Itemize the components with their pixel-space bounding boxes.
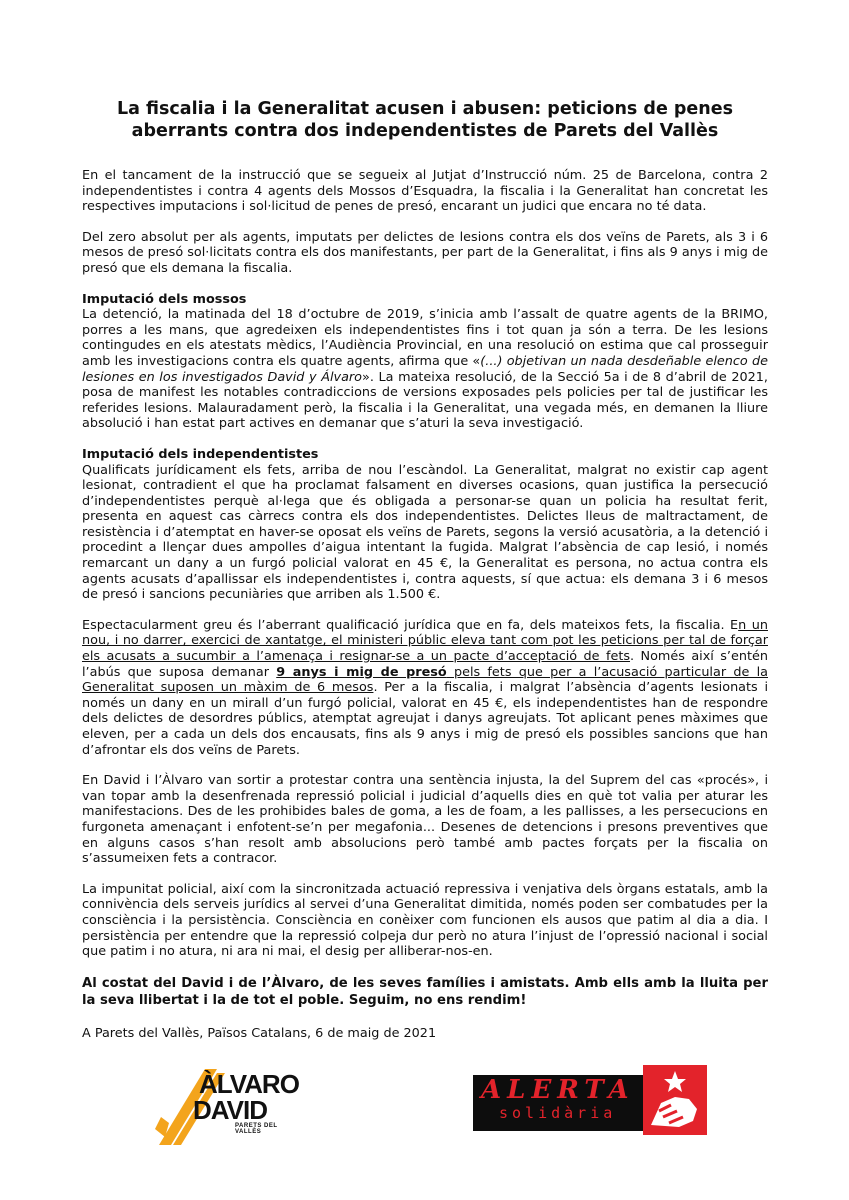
fiscalia-text-c: . Només així s’entén l’abús que suposa demanar [82, 649, 768, 680]
closing-statement: Al costat del David i de l’Àlvaro, de les seves famílies i amistats. Amb ells amb la lluita per la seva llibertat i la de tot el poble. Seguim, no ens rendim! [82, 975, 768, 1008]
paragraph-fiscalia [82, 618, 768, 758]
title-line-1: La fiscalia i la Generalitat acusen i abusen: peticions de penes [116, 99, 734, 119]
document-page [82, 98, 768, 1041]
logo-david-text: DAVID [193, 1095, 267, 1125]
fiscalia-underlined-1: n un nou, i no darrer, exercici de xantatge, el ministeri públic eleva tant com pot les peticions per tal de forçar els acusats a sucumbir a l’amenaça i resignar-se a un pacte d’acceptació de fets [82, 617, 768, 665]
mossos-quote: (...) objetivan un nada desdeñable elenco de lesiones en los investigados David y Álvaro [82, 353, 768, 385]
paragraph-summary: Del zero absolut per als agents, imputats per delictes de lesions contra els dos veïns de Parets, als 3 i 6 mesos de presó sol·licitats contra els dos manifestants, per part de la Generalitat, i fins als 9 anys i mig de presó que els demana la fiscalia. [82, 229, 768, 276]
paragraph-mossos [82, 307, 768, 432]
logo-side-text: ABSOLUCIÓ [163, 1071, 186, 1106]
logo-parets-text: PARETS DEL VALLÈS [235, 1123, 278, 1135]
alerta-word: ALERTA [481, 1075, 635, 1105]
mossos-text-c: ». La mateixa resolució, de la Secció 5a i de 8 d’abril de 2021, posa de manifest les notables contradiccions de versions exposades pels policies per tal de justificar les referides lesions. Malauradament però, la fiscalia i la Generalitat, una vegada més, en demanen la lliure absolució i han estat part actives en demanar que s’aturi la seva investigació. [82, 369, 768, 432]
raised-fist-star-icon [641, 1063, 709, 1137]
mossos-text-a: La detenció, la matinada del 18 d’octubre de 2019, s’inicia amb l’assalt de quatre agents de la BRIMO, porres a les mans, que agredeixen els independentistes fins i tot quan ja són a terra. De les lesions contingudes en els atestats mèdics, l’Audiència Provincial, en una resolució on estima que cal prosseguir amb les investigacions contra els quatre agents, afirma que « [82, 307, 768, 369]
logo-alvaro-text: ÀLVARO [199, 1069, 299, 1099]
title-line-2: aberrants contra dos independentistes de Parets del Vallès [131, 121, 719, 141]
place-date: A Parets del Vallès, Països Catalans, 6 de maig de 2021 [82, 1025, 437, 1041]
paragraph-independentistes: Qualificats jurídicament els fets, arriba de nou l’escàndol. La Generalitat, malgrat no existir cap agent lesionat, contradient el que ha proclamat falsament en diverses ocasions, quan justifica la persecució d’independentistes perquè al·lega que és obligada a personar-se quan un policia ha resultat ferit, presenta en aquest cas càrrecs contra els dos independentistes. Delictes lleus de maltractament, de resistència i d’atemptat en haver-se oposat els veïns de Parets, segons la versió acusatòria, a la detenció i procedint a llençar dues ampolles d’aigua intentant la fugida. Malgrat l’absència de cap lesió, i només remarcant un dany a un furgó policial valorat en 45 €, la Generalitat es persona, no actua contra els agents acusats d’apallissar els independentistes i, contra aquests, sí que actua: els demana 3 i 6 mesos de presó i sancions pecuniàries que arriben als 1.500 €. [82, 462, 768, 603]
alerta-solidaria-logo [473, 1063, 709, 1143]
fiscalia-text-f: . Per a la fiscalia, i malgrat l’absència d’agents lesionats i només un dany en un mirall d’un furgó policial, valorat en 45 €, els independentistes han de respondre dels delictes de desordres públics, atemptat agreujat i danys agreujats. Tot aplicant penes màximes que eleven, per a cada un dels dos encausats, fins als 9 anys i mig de presó els possibles sancions que han d’afrontar els dos veïns de Parets. [82, 680, 768, 758]
heading-mossos: Imputació dels mossos [82, 291, 247, 307]
paragraph-impunity: La impunitat policial, així com la sincronitzada actuació repressiva i venjativa dels òrgans estatals, amb la connivència dels serveis jurídics al servei d’una Generalitat dimitida, només poden ser combatudes per la consciència i la persistència. Consciència en conèixer com funcionen els ausos que patim al dia a dia. I persistència per entendre que la repressió colpeja dur però no atura l’injust de l’opressió nacional i social que patim i no atura, ni ara ni mai, el desig per alliberar-nos-en. [82, 881, 768, 960]
paragraph-intro: En el tancament de la instrucció que se segueix al Jutjat d’Instrucció núm. 25 de Barcelona, contra 2 independentistes i contra 4 agents dels Mossos d’Esquadra, la fiscalia i la Generalitat han concretat les respectives imputacions i sol·licitud de penes de presó, encarant un judici que encara no té data. [82, 168, 768, 215]
paragraph-protest: En David i l’Àlvaro van sortir a protestar contra una sentència injusta, la del Suprem del cas «procés», i van topar amb la desenfrenada repressió policial i judicial d’aquells dies en què tot valia per aturar les manifestacions. Des de les prohibides bales de goma, a les de foam, a les pallisses, a les persecucions en furgoneta amenaçant i enfotent-se’n per megafonia... Desenes de detencions i presons preventives que en alguns casos s’han resolt amb absolucions però també amb pactes forçats per la fiscalia on s’assumeixen fets a contracor. [82, 773, 768, 867]
fiscalia-text-a: Espectacularment greu és l’aberrant qualificació jurídica que en fa, dels mateixos fets, la fiscalia. E [82, 617, 739, 633]
document-title [82, 98, 768, 142]
solidaria-word: solidària [499, 1104, 617, 1122]
heading-independentistes: Imputació dels independentistes [82, 446, 319, 462]
alvaro-david-logo [155, 1067, 299, 1147]
fiscalia-bold-sentence: 9 anys i mig de presó [276, 664, 447, 680]
fiscalia-underlined-2: pels fets que per a l’acusació particular de la Generalitat suposen un màxim de 6 mesos [82, 664, 768, 696]
